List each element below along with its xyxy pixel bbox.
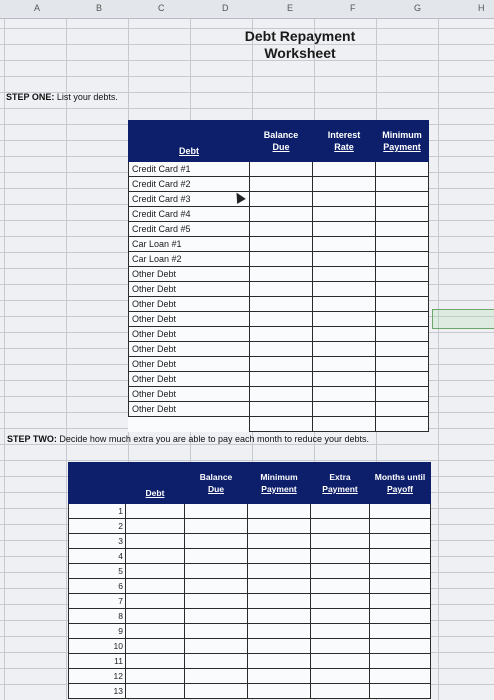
- months-until-payoff-cell[interactable]: [370, 594, 431, 609]
- balance-due-cell[interactable]: [250, 312, 313, 327]
- step-one-text: List your debts.: [56, 92, 118, 102]
- header-balance-due-2[interactable]: [185, 463, 248, 504]
- header-interest-line1: Interest: [327, 130, 361, 140]
- row-number-cell: 10: [69, 639, 126, 654]
- column-header-h[interactable]: H: [478, 3, 485, 13]
- table-row: [129, 267, 429, 282]
- debt-name-cell[interactable]: Other Debt: [129, 327, 250, 342]
- minimum-payment-cell[interactable]: [248, 519, 311, 534]
- table-row: [129, 192, 429, 207]
- debt-name-cell[interactable]: Other Debt: [129, 402, 250, 417]
- months-until-payoff-cell[interactable]: [370, 684, 431, 699]
- months-until-payoff-cell[interactable]: [370, 549, 431, 564]
- debt-name-cell[interactable]: Other Debt: [129, 312, 250, 327]
- debt-cell[interactable]: [126, 579, 185, 594]
- extra-payment-cell[interactable]: [311, 594, 370, 609]
- table-row: [69, 564, 431, 579]
- row-number-cell: 5: [69, 564, 126, 579]
- debt-table-spacer-row: [129, 417, 429, 432]
- table-row: [69, 534, 431, 549]
- interest-rate-cell[interactable]: [313, 402, 376, 417]
- balance-due-cell[interactable]: [185, 519, 248, 534]
- column-header-c[interactable]: C: [158, 3, 165, 13]
- table-row: [69, 594, 431, 609]
- balance-due-cell[interactable]: [185, 669, 248, 684]
- interest-rate-cell[interactable]: [313, 282, 376, 297]
- extra-payment-cell[interactable]: [311, 579, 370, 594]
- header-interest-rate[interactable]: [313, 121, 376, 162]
- worksheet-title: [200, 28, 400, 62]
- extra-payment-cell[interactable]: [311, 504, 370, 519]
- interest-rate-cell[interactable]: [313, 192, 376, 207]
- table-row: [129, 312, 429, 327]
- header-debt[interactable]: [129, 121, 250, 162]
- months-until-payoff-cell[interactable]: [370, 564, 431, 579]
- step-two: [7, 434, 369, 444]
- minimum-payment-cell[interactable]: [376, 222, 429, 237]
- minimum-payment-cell[interactable]: [248, 639, 311, 654]
- balance-due-cell[interactable]: [250, 327, 313, 342]
- table-row: [129, 342, 429, 357]
- row-number-cell: 13: [69, 684, 126, 699]
- interest-rate-cell[interactable]: [313, 357, 376, 372]
- minimum-payment-cell[interactable]: [376, 207, 429, 222]
- balance-due-cell[interactable]: [185, 549, 248, 564]
- header-balance-line2: Due: [272, 142, 290, 152]
- header-minimum-line2: Payment: [383, 142, 421, 152]
- table-row: [129, 297, 429, 312]
- debt-cell[interactable]: [126, 684, 185, 699]
- row-number-cell: 12: [69, 669, 126, 684]
- extra-payment-cell[interactable]: [311, 564, 370, 579]
- debt-name-cell[interactable]: Car Loan #2: [129, 252, 250, 267]
- header-months-line1: Months until: [374, 472, 426, 482]
- spacer-cell[interactable]: [313, 417, 376, 432]
- months-until-payoff-cell[interactable]: [370, 609, 431, 624]
- table-row: [69, 549, 431, 564]
- debt-cell[interactable]: [126, 654, 185, 669]
- debt-table-header: [129, 121, 429, 162]
- row-number-cell: 1: [69, 504, 126, 519]
- months-until-payoff-cell[interactable]: [370, 624, 431, 639]
- header-extra-line1: Extra: [329, 472, 351, 482]
- table-row: [129, 162, 429, 177]
- minimum-payment-cell[interactable]: [248, 609, 311, 624]
- column-header-g[interactable]: G: [414, 3, 422, 13]
- title-line-2: Worksheet: [264, 45, 336, 61]
- balance-due-cell[interactable]: [185, 654, 248, 669]
- table-row: [69, 519, 431, 534]
- column-header-bar: [0, 0, 494, 19]
- balance-due-cell[interactable]: [185, 594, 248, 609]
- extra-payment-cell[interactable]: [311, 639, 370, 654]
- debt-cell[interactable]: [126, 594, 185, 609]
- debt-name-cell[interactable]: Credit Card #2: [129, 177, 250, 192]
- months-until-payoff-cell[interactable]: [370, 669, 431, 684]
- months-until-payoff-cell[interactable]: [370, 534, 431, 549]
- table-row: [129, 252, 429, 267]
- balance-due-cell[interactable]: [250, 267, 313, 282]
- title-line-1: Debt Repayment: [244, 28, 356, 44]
- months-until-payoff-cell[interactable]: [370, 579, 431, 594]
- header-balance-2-line2: Due: [207, 484, 225, 494]
- step-two-text: Decide how much extra you are able to pay each month to reduce your debts.: [59, 434, 370, 444]
- row-number-cell: 3: [69, 534, 126, 549]
- table-row: [69, 639, 431, 654]
- header-minimum-payment[interactable]: [376, 121, 429, 162]
- debt-cell[interactable]: [126, 504, 185, 519]
- balance-due-cell[interactable]: [250, 282, 313, 297]
- column-header-d[interactable]: D: [222, 3, 229, 13]
- column-header-f[interactable]: F: [350, 3, 356, 13]
- table-row: [129, 372, 429, 387]
- balance-due-cell[interactable]: [250, 252, 313, 267]
- minimum-payment-cell[interactable]: [376, 372, 429, 387]
- interest-rate-cell[interactable]: [313, 297, 376, 312]
- extra-payment-cell[interactable]: [311, 624, 370, 639]
- row-number-cell: 4: [69, 549, 126, 564]
- minimum-payment-cell[interactable]: [376, 267, 429, 282]
- interest-rate-cell[interactable]: [313, 177, 376, 192]
- spacer-cell: [129, 417, 250, 432]
- header-interest-line2: Rate: [334, 142, 354, 152]
- minimum-payment-cell[interactable]: [376, 192, 429, 207]
- debt-name-cell[interactable]: Other Debt: [129, 297, 250, 312]
- balance-due-cell[interactable]: [250, 162, 313, 177]
- interest-rate-cell[interactable]: [313, 207, 376, 222]
- balance-due-cell[interactable]: [185, 684, 248, 699]
- minimum-payment-cell[interactable]: [248, 549, 311, 564]
- interest-rate-cell[interactable]: [313, 327, 376, 342]
- table-row: [129, 387, 429, 402]
- debt-name-cell[interactable]: Credit Card #4: [129, 207, 250, 222]
- debt-name-cell[interactable]: Car Loan #1: [129, 237, 250, 252]
- minimum-payment-cell[interactable]: [248, 624, 311, 639]
- interest-rate-cell[interactable]: [313, 252, 376, 267]
- extra-payment-cell[interactable]: [311, 549, 370, 564]
- payment-table-header: [69, 463, 431, 504]
- row-number-cell: 11: [69, 654, 126, 669]
- table-row: [129, 327, 429, 342]
- table-row: [129, 282, 429, 297]
- debt-cell[interactable]: [126, 609, 185, 624]
- column-header-a[interactable]: A: [34, 3, 41, 13]
- balance-due-cell[interactable]: [185, 609, 248, 624]
- debt-name-cell[interactable]: Other Debt: [129, 342, 250, 357]
- header-balance-line1: Balance: [263, 130, 299, 140]
- row-number-cell: 8: [69, 609, 126, 624]
- debt-name-cell[interactable]: Credit Card #5: [129, 222, 250, 237]
- minimum-payment-cell[interactable]: [376, 237, 429, 252]
- minimum-payment-cell[interactable]: [248, 654, 311, 669]
- debt-cell[interactable]: [126, 639, 185, 654]
- extra-payment-cell[interactable]: [311, 654, 370, 669]
- interest-rate-cell[interactable]: [313, 387, 376, 402]
- minimum-payment-cell[interactable]: [376, 327, 429, 342]
- table-row: [129, 237, 429, 252]
- debt-name-cell[interactable]: Credit Card #1: [129, 162, 250, 177]
- balance-due-cell[interactable]: [250, 387, 313, 402]
- header-debt-label: Debt: [179, 146, 199, 156]
- row-number-cell: 7: [69, 594, 126, 609]
- debt-name-cell[interactable]: Other Debt: [129, 357, 250, 372]
- header-minimum-2-line1: Minimum: [260, 472, 298, 482]
- balance-due-cell[interactable]: [250, 357, 313, 372]
- table-row: [69, 579, 431, 594]
- minimum-payment-cell[interactable]: [376, 177, 429, 192]
- minimum-payment-cell[interactable]: [376, 357, 429, 372]
- minimum-payment-cell[interactable]: [376, 282, 429, 297]
- debt-cell[interactable]: [126, 624, 185, 639]
- table-row: [129, 402, 429, 417]
- header-extra-payment[interactable]: [311, 463, 370, 504]
- balance-due-cell[interactable]: [185, 639, 248, 654]
- minimum-payment-cell[interactable]: [376, 342, 429, 357]
- table-row: [69, 624, 431, 639]
- table-row: [129, 177, 429, 192]
- step-one: [6, 92, 118, 102]
- debt-name-cell[interactable]: Other Debt: [129, 282, 250, 297]
- header-minimum-payment-2[interactable]: [248, 463, 311, 504]
- debt-name-cell[interactable]: Other Debt: [129, 372, 250, 387]
- interest-rate-cell[interactable]: [313, 222, 376, 237]
- header-debt-2-label: Debt: [145, 488, 165, 498]
- row-number-cell: 6: [69, 579, 126, 594]
- debt-cell[interactable]: [126, 564, 185, 579]
- table-row: [69, 654, 431, 669]
- header-balance-due[interactable]: [250, 121, 313, 162]
- balance-due-cell[interactable]: [250, 177, 313, 192]
- header-debt-2[interactable]: [126, 463, 185, 504]
- minimum-payment-cell[interactable]: [248, 564, 311, 579]
- months-until-payoff-cell[interactable]: [370, 519, 431, 534]
- minimum-payment-cell[interactable]: [248, 669, 311, 684]
- table-row: [69, 504, 431, 519]
- minimum-payment-cell[interactable]: [376, 402, 429, 417]
- interest-rate-cell[interactable]: [313, 372, 376, 387]
- balance-due-cell[interactable]: [250, 372, 313, 387]
- selected-cell[interactable]: [432, 309, 494, 329]
- extra-payment-table: [68, 462, 431, 699]
- debt-name-cell[interactable]: Credit Card #3: [129, 192, 250, 207]
- balance-due-cell[interactable]: [250, 342, 313, 357]
- balance-due-cell[interactable]: [250, 192, 313, 207]
- minimum-payment-cell[interactable]: [376, 252, 429, 267]
- header-months-until-payoff[interactable]: [370, 463, 431, 504]
- minimum-payment-cell[interactable]: [376, 297, 429, 312]
- debt-name-cell[interactable]: Other Debt: [129, 387, 250, 402]
- debt-list-table: [128, 120, 429, 432]
- header-months-line2: Payoff: [387, 484, 413, 494]
- extra-payment-cell[interactable]: [311, 534, 370, 549]
- extra-payment-cell[interactable]: [311, 669, 370, 684]
- debt-cell[interactable]: [126, 534, 185, 549]
- balance-due-cell[interactable]: [250, 207, 313, 222]
- balance-due-cell[interactable]: [185, 534, 248, 549]
- balance-due-cell[interactable]: [185, 624, 248, 639]
- balance-due-cell[interactable]: [185, 579, 248, 594]
- header-minimum-line1: Minimum: [382, 130, 422, 140]
- minimum-payment-cell[interactable]: [248, 534, 311, 549]
- header-row-number: [69, 463, 126, 504]
- balance-due-cell[interactable]: [250, 297, 313, 312]
- extra-payment-cell[interactable]: [311, 684, 370, 699]
- months-until-payoff-cell[interactable]: [370, 654, 431, 669]
- balance-due-cell[interactable]: [185, 504, 248, 519]
- extra-payment-cell[interactable]: [311, 609, 370, 624]
- header-balance-2-line1: Balance: [199, 472, 233, 482]
- table-row: [69, 669, 431, 684]
- months-until-payoff-cell[interactable]: [370, 504, 431, 519]
- debt-cell[interactable]: [126, 519, 185, 534]
- debt-cell[interactable]: [126, 669, 185, 684]
- months-until-payoff-cell[interactable]: [370, 639, 431, 654]
- minimum-payment-cell[interactable]: [248, 594, 311, 609]
- header-extra-line2: Payment: [322, 484, 358, 494]
- balance-due-cell[interactable]: [185, 564, 248, 579]
- interest-rate-cell[interactable]: [313, 237, 376, 252]
- spacer-cell[interactable]: [376, 417, 429, 432]
- minimum-payment-cell[interactable]: [376, 387, 429, 402]
- table-row: [69, 609, 431, 624]
- balance-due-cell[interactable]: [250, 222, 313, 237]
- row-number-cell: 2: [69, 519, 126, 534]
- table-row: [129, 207, 429, 222]
- interest-rate-cell[interactable]: [313, 162, 376, 177]
- minimum-payment-cell[interactable]: [248, 504, 311, 519]
- header-minimum-2-line2: Payment: [261, 484, 297, 494]
- step-two-label: STEP TWO:: [7, 434, 57, 444]
- extra-payment-cell[interactable]: [311, 519, 370, 534]
- minimum-payment-cell[interactable]: [248, 684, 311, 699]
- column-header-e[interactable]: E: [287, 3, 294, 13]
- interest-rate-cell[interactable]: [313, 312, 376, 327]
- debt-name-cell[interactable]: Other Debt: [129, 267, 250, 282]
- table-row: [129, 357, 429, 372]
- balance-due-cell[interactable]: [250, 237, 313, 252]
- minimum-payment-cell[interactable]: [376, 162, 429, 177]
- interest-rate-cell[interactable]: [313, 342, 376, 357]
- table-row: [69, 684, 431, 699]
- spacer-cell[interactable]: [250, 417, 313, 432]
- column-header-b[interactable]: B: [96, 3, 103, 13]
- step-one-label: STEP ONE:: [6, 92, 55, 102]
- minimum-payment-cell[interactable]: [248, 579, 311, 594]
- table-row: [129, 222, 429, 237]
- row-number-cell: 9: [69, 624, 126, 639]
- interest-rate-cell[interactable]: [313, 267, 376, 282]
- balance-due-cell[interactable]: [250, 402, 313, 417]
- debt-cell[interactable]: [126, 549, 185, 564]
- minimum-payment-cell[interactable]: [376, 312, 429, 327]
